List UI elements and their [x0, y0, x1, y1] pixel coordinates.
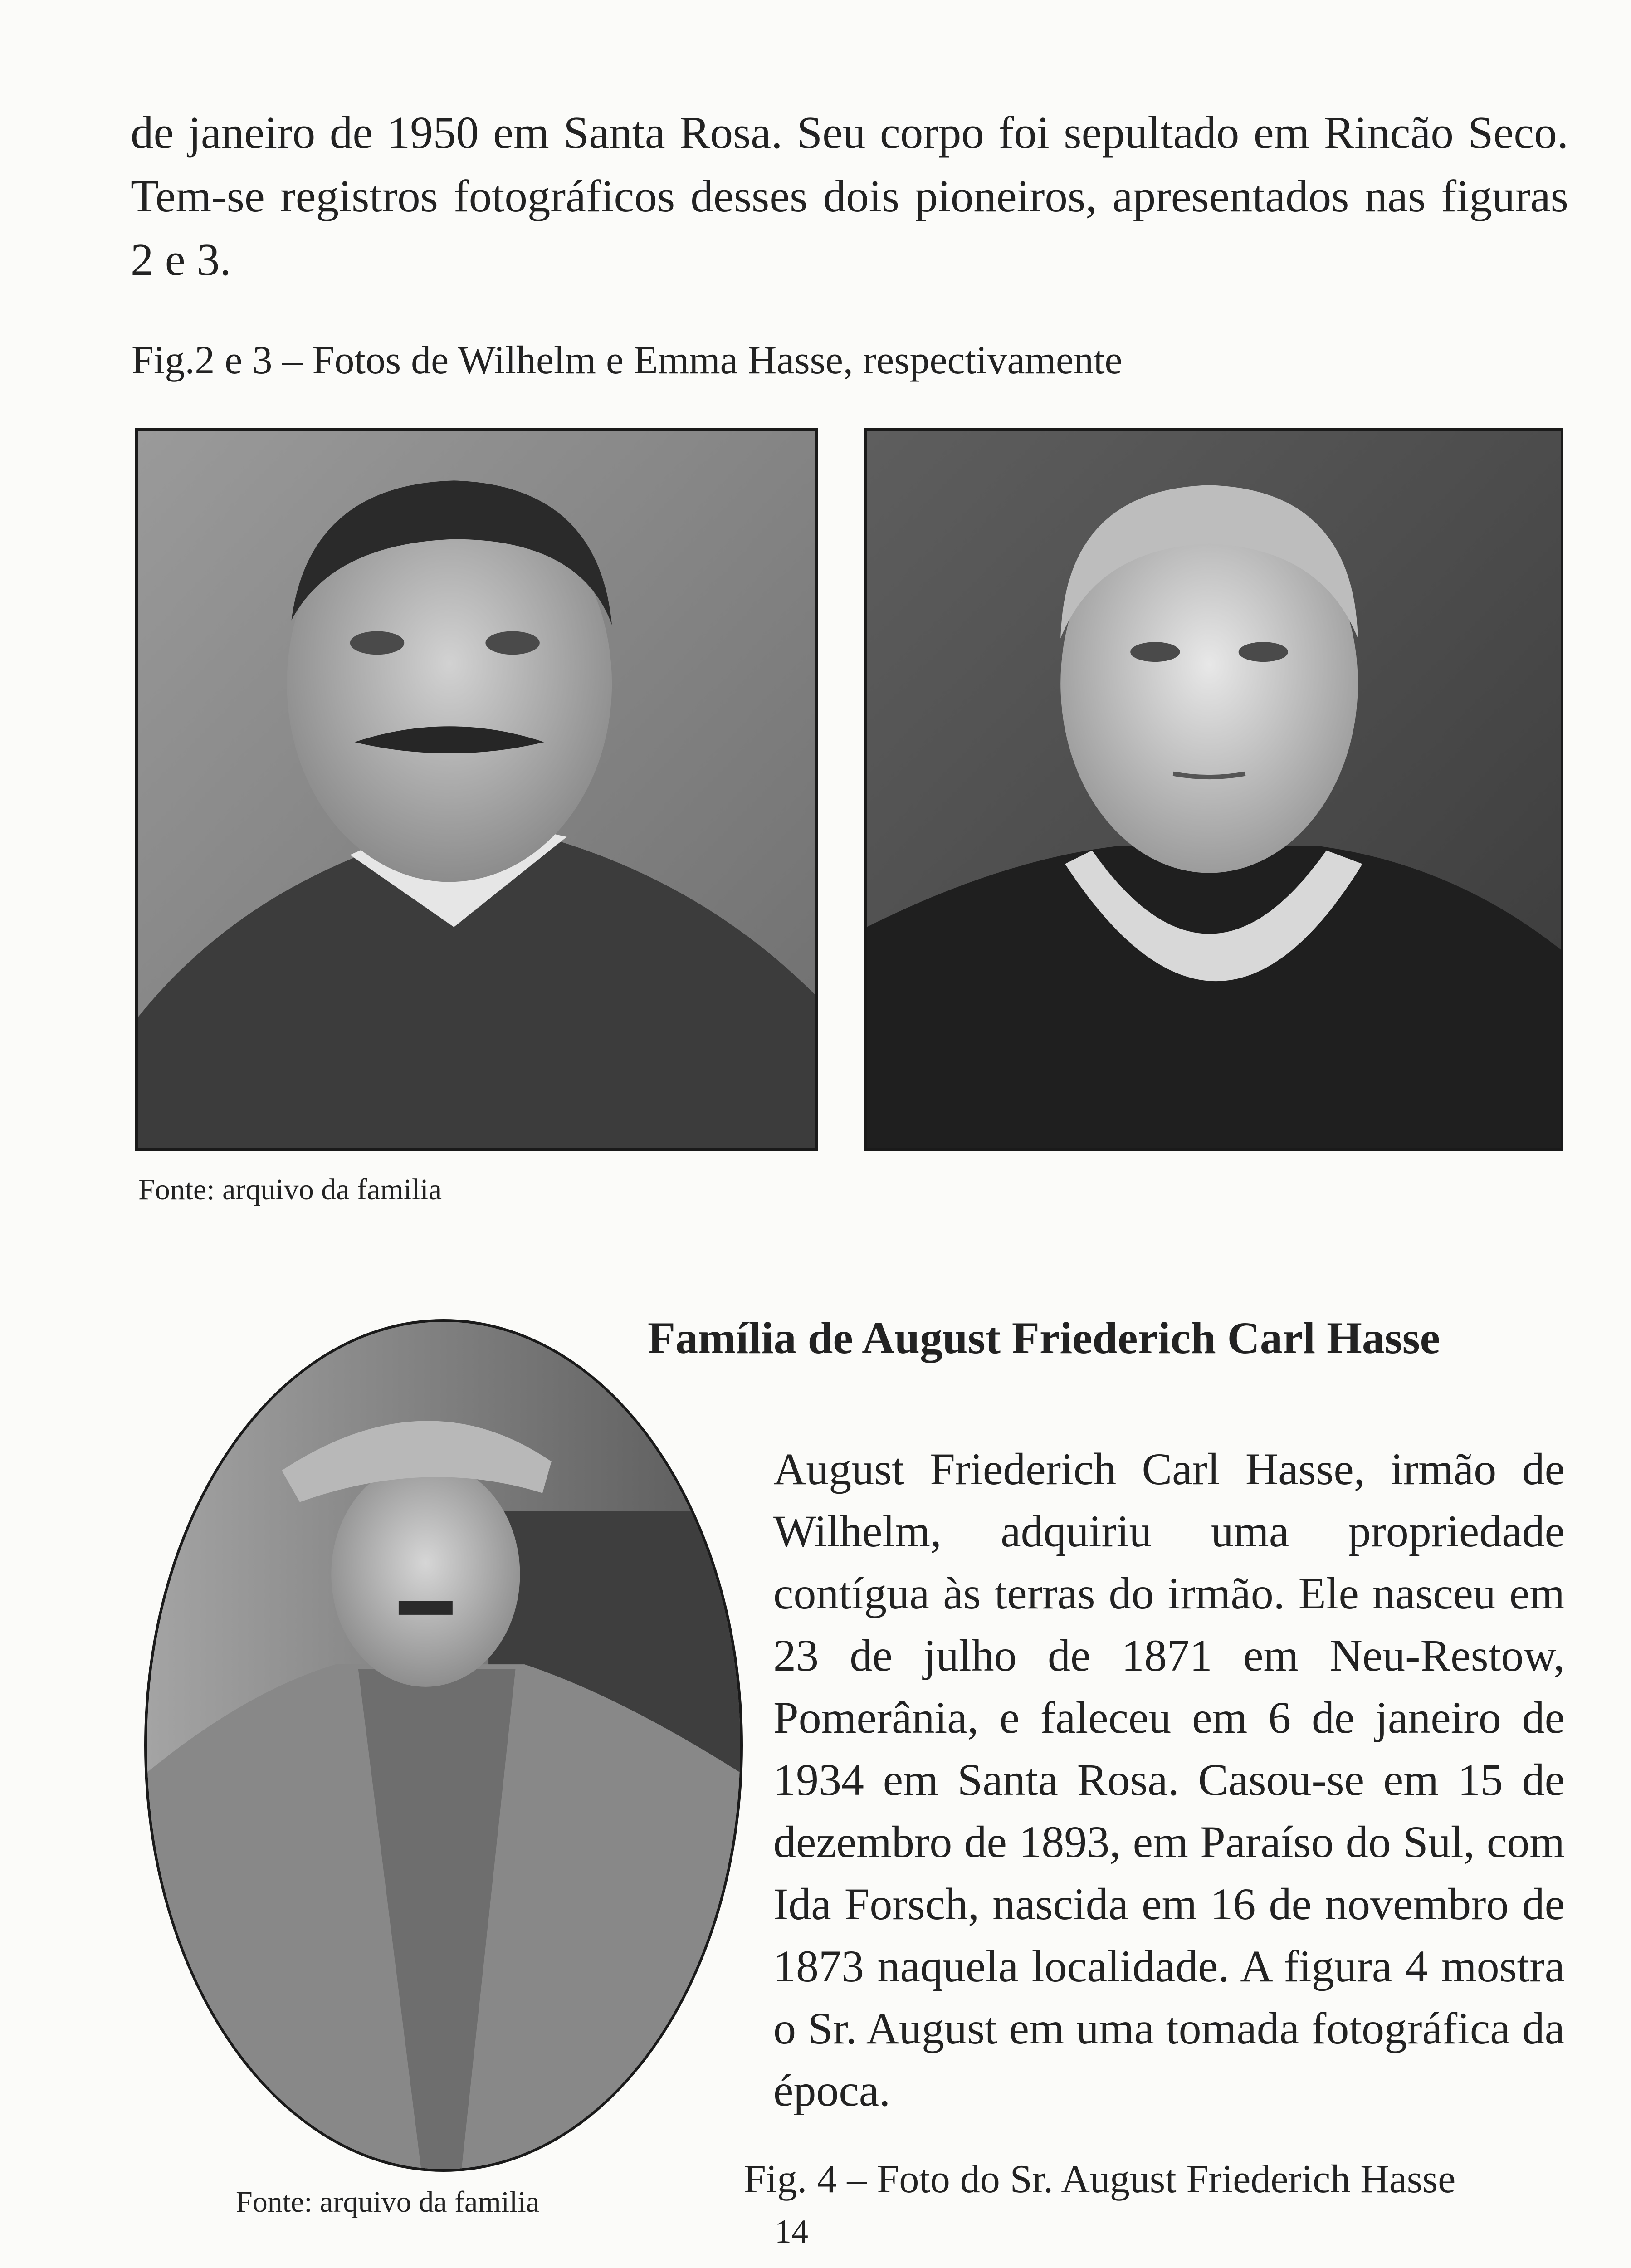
- figures-2-3-source: Fonte: arquivo da familia: [138, 1173, 442, 1206]
- page-number: 14: [775, 2213, 808, 2250]
- figure-4-caption: Fig. 4 – Foto do Sr. August Friederich Hasse: [744, 2157, 1456, 2201]
- section-heading: Família de August Friederich Carl Hasse: [648, 1313, 1441, 1363]
- portrait-man-cap-image: [147, 1322, 740, 2169]
- portrait-man-image: [138, 431, 815, 1148]
- intro-paragraph: de janeiro de 1950 em Santa Rosa. Seu corpo foi sepultado em Rincão Seco. Tem-se registros fotográficos desses dois pioneiros, apresentados nas figuras 2 e 3.: [131, 107, 1568, 285]
- section-paragraph: August Friederich Carl Hasse, irmão de Wilhelm, adquiriu uma propriedade contígua às terras do irmão. Ele nasceu em 23 de julho de 1871 em Neu-Restow, Pomerânia, e faleceu em 6 de janeiro de 1934 em Santa Rosa. Casou-se em 15 de dezembro de 1893, em Paraíso do Sul, com Ida Forsch, nascida em 16 de novembro de 1873 naquela localidade. A figura 4 mostra o Sr. August em uma tomada fotográfica da época.: [773, 1444, 1565, 2116]
- portrait-woman-image: [867, 431, 1561, 1148]
- photo-emma-hasse: [864, 428, 1563, 1151]
- photo-wilhelm-hasse: [135, 428, 818, 1151]
- figures-2-3-caption: Fig.2 e 3 – Fotos de Wilhelm e Emma Hasse, respectivamente: [132, 338, 1123, 382]
- photo-august-hasse: [144, 1319, 743, 2172]
- figure-4-source: Fonte: arquivo da familia: [236, 2185, 539, 2219]
